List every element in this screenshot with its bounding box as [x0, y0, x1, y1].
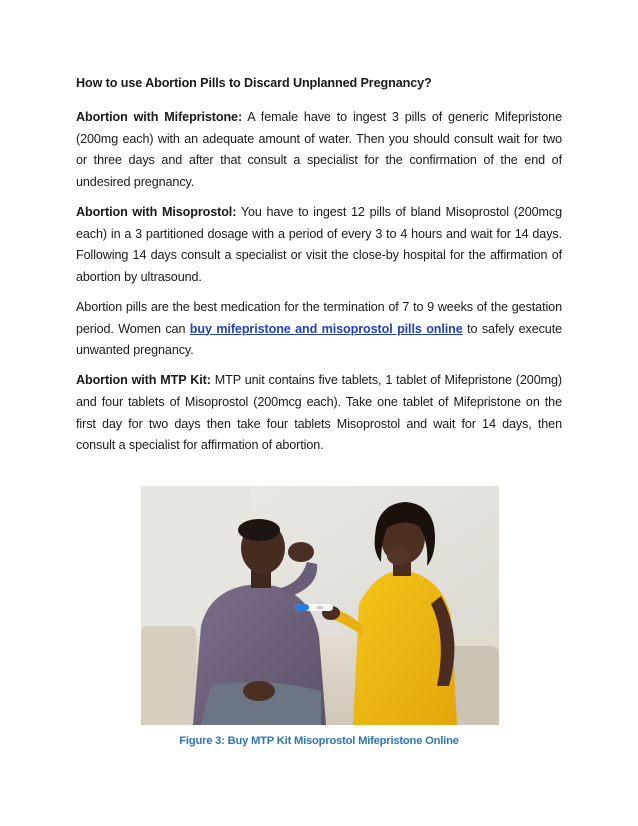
figure-caption: Figure 3: Buy MTP Kit Misoprostol Mifepristone Online [179, 735, 459, 747]
couple-photo [141, 486, 499, 725]
document-body [76, 73, 562, 465]
paragraph-lead: Abortion with Mifepristone: [76, 110, 243, 124]
paragraph-text: A female have to ingest 3 pills of generic Mifepristone (200mg each) with an adequate amount of water. Then you should consult wait for two or three days and after that consult a specialist for the confirmation of the end of undesired pregnancy. [76, 110, 562, 189]
paragraph-lead: Abortion with Misoprostol: [76, 204, 237, 219]
paragraph-text: You have to ingest 12 pills of bland Misoprostol (200mcg each) in a 3 partitioned dosage with a period of every 3 to 4 hours and wait for 14 days. Following 14 days consult a specialist or visit the close-by hospital for the affirmation of abortion by ultrasound. [76, 204, 562, 284]
paragraph-misoprostol [76, 202, 562, 288]
paragraph-text: MTP unit contains five tablets, 1 tablet of Mifepristone (200mg) and four tablets of Misoprostol (200mcg each). Take one tablet of Mifepristone on the first day for two days then take four tablets Misoprostol and wait for 14 days, then consult a specialist for affirmation of abortion. [76, 373, 562, 453]
paragraph-text: Abortion pills are the best medication for the termination of 7 to 9 weeks of the gestation period. Women can [76, 299, 562, 336]
document-heading: How to use Abortion Pills to Discard Unplanned Pregnancy? [76, 76, 432, 90]
paragraph-mtp-kit [76, 370, 562, 456]
paragraph-mifepristone [76, 107, 562, 193]
paragraph-best-medication [76, 297, 562, 362]
paragraph-text: to safely execute unwanted pregnancy. [76, 321, 563, 358]
paragraph-lead: Abortion with MTP Kit: [76, 373, 211, 388]
buy-pills-link[interactable]: buy mifepristone and misoprostol pills online [189, 321, 463, 336]
